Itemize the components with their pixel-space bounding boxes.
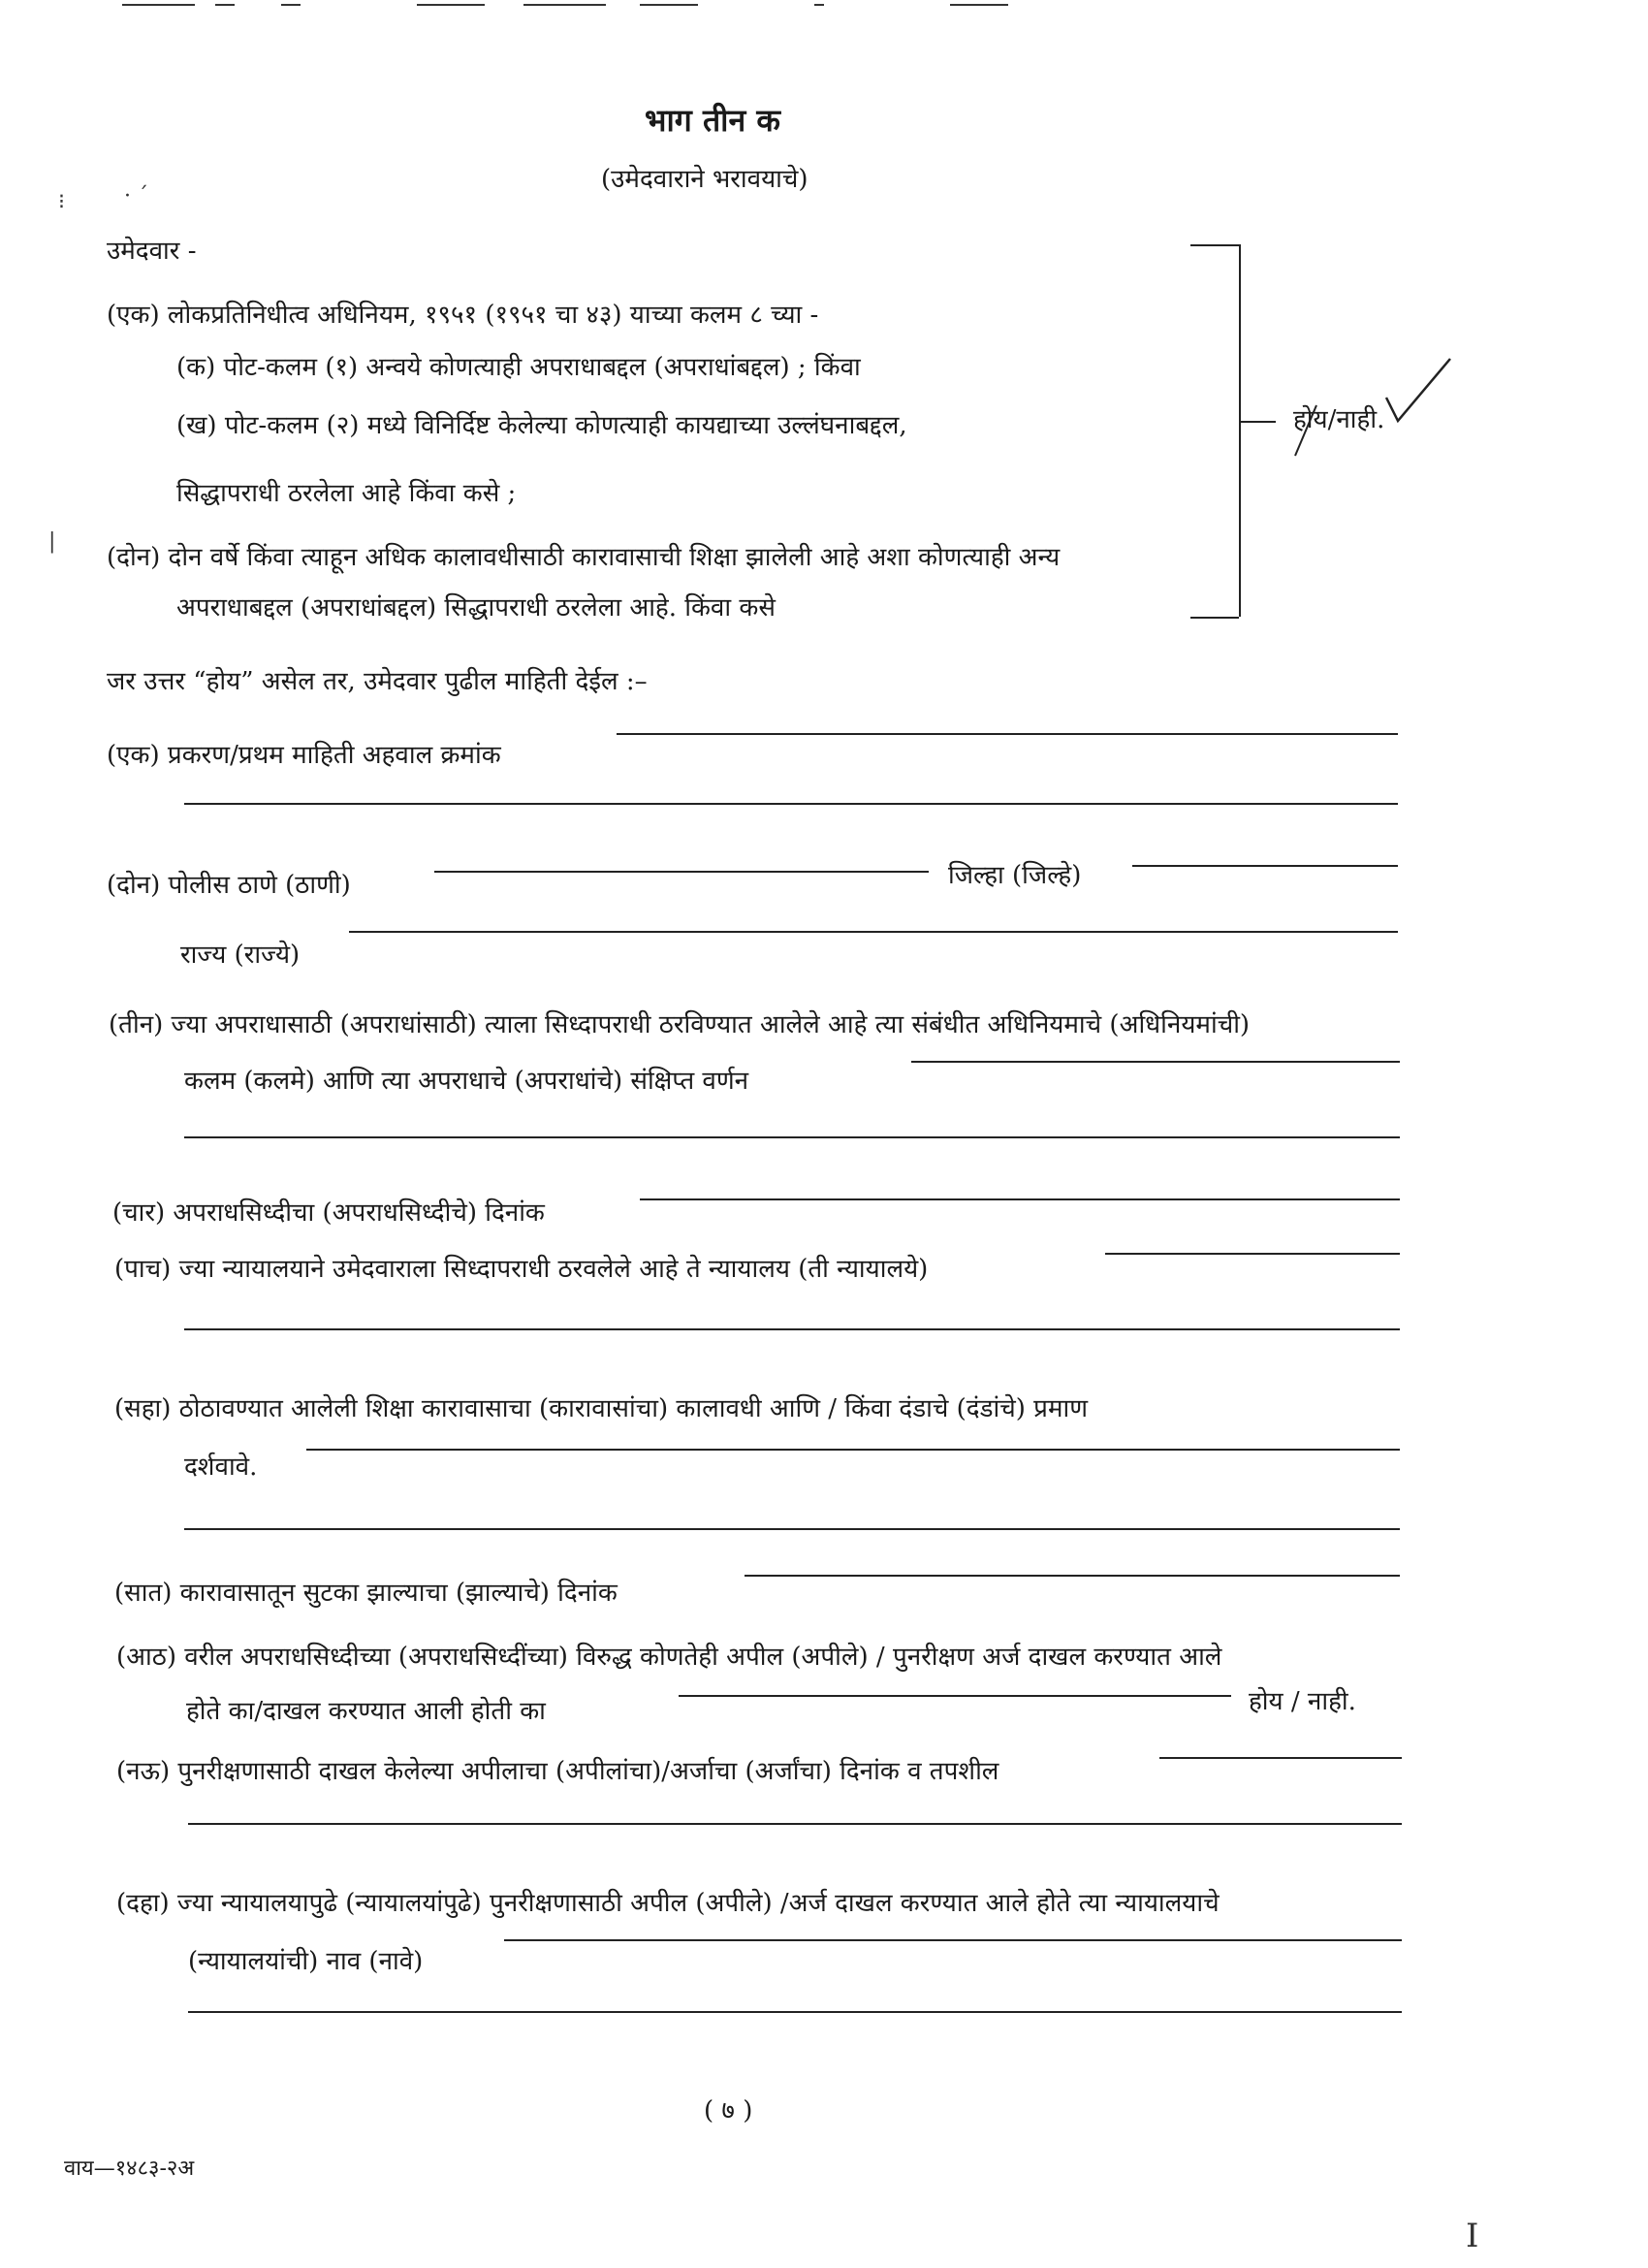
field-aath-label2: होते का/दाखल करण्यात आली होती का	[186, 1697, 546, 1726]
field-nau-line1	[1159, 1757, 1402, 1759]
bracket-top	[1190, 244, 1239, 246]
field-ek-line1	[617, 733, 1398, 735]
field-char-label: (चार) अपराधसिध्दीचा (अपराधसिध्दीचे) दिनांक	[112, 1198, 545, 1228]
field-nau-line2	[188, 1823, 1402, 1825]
page-number: ( ७ )	[704, 2096, 753, 2125]
check-mark-icon	[1260, 349, 1454, 465]
field-nau-label: (नऊ) पुनरीक्षणासाठी दाखल केलेल्या अपीलाचा (अपीलांचा)/अर्जाचा (अर्जांचा) दिनांक व तपशील	[116, 1757, 999, 1786]
field-saha-label2: दर्शवावे.	[184, 1453, 258, 1482]
field-aath-line	[679, 1695, 1231, 1697]
field-daha-label1: (दहा) ज्या न्यायालयापुढे (न्यायालयांपुढे) पुनरीक्षणासाठी अपील (अपीले) /अर्ज दाखल करण्यात आले होते त्या न्यायालयाचे	[116, 1889, 1220, 1918]
field-daha-line2	[188, 2011, 1402, 2013]
field-char-line	[640, 1198, 1400, 1200]
field-saha-label1: (सहा) ठोठावण्यात आलेली शिक्षा कारावासाचा (कारावासांचा) कालावधी आणि / किंवा दंडाचे (दंडांचे) प्रमाण	[114, 1394, 1089, 1423]
field-aath-answer: होय / नाही.	[1249, 1687, 1356, 1716]
field-teen-line2	[184, 1136, 1400, 1138]
candidate-label: उमेदवार -	[107, 237, 197, 266]
document-code: वाय—१४८३-२अ	[64, 2156, 195, 2181]
clause-don-line2: अपराधाबद्दल (अपराधांबद्दल) सिद्धापराधी ठरलेला आहे. किंवा कसे	[176, 593, 776, 623]
field-pach-line2	[184, 1328, 1400, 1330]
field-don-district-line	[1132, 865, 1398, 867]
field-teen-label2: कलम (कलमे) आणि त्या अपराधाचे (अपराधांचे) संक्षिप्त वर्णन	[184, 1067, 749, 1096]
bracket-side	[1239, 244, 1241, 617]
field-saha-line1	[306, 1449, 1400, 1451]
clause-ek: (एक) लोकप्रतिनिधीत्व अधिनियम, १९५१ (१९५१ चा ४३) याच्या कलम ८ च्या -	[107, 301, 819, 330]
field-pach-label: (पाच) ज्या न्यायालयाने उमेदवाराला सिध्दापराधी ठरवलेले आहे ते न्यायालय (ती न्यायालये)	[114, 1255, 929, 1284]
field-ek-line2	[184, 803, 1398, 805]
subclause-kha-cont: सिद्धापराधी ठरलेला आहे किंवा कसे ;	[176, 479, 517, 508]
field-ek-label: (एक) प्रकरण/प्रथम माहिती अहवाल क्रमांक	[107, 741, 501, 770]
clause-don-line1: (दोन) दोन वर्षे किंवा त्याहून अधिक कालावधीसाठी कारावासाची शिक्षा झालेली आहे अशा कोणत्याही अन्य	[107, 543, 1061, 572]
field-saha-line2	[184, 1528, 1400, 1530]
field-saat-label: (सात) कारावासातून सुटका झाल्याचा (झाल्याचे) दिनांक	[114, 1579, 618, 1608]
yes-no-answer: होय/नाही.	[1293, 405, 1385, 434]
field-aath-label1: (आठ) वरील अपराधसिध्दीच्या (अपराधसिध्दींच्या) विरुद्ध कोणतेही अपील (अपीले) / पुनरीक्षण अर्ज दाखल करण्यात आले	[116, 1643, 1222, 1672]
page-title: भाग तीन क	[645, 102, 780, 139]
instruction-intro: जर उत्तर “होय” असेल तर, उमेदवार पुढील माहिती देईल :–	[107, 667, 648, 696]
field-teen-label1: (तीन) ज्या अपराधासाठी (अपराधांसाठी) त्याला सिध्दापराधी ठरविण्यात आलेले आहे त्या संबंधीत अधिनियमाचे (अधिनियमांची)	[109, 1010, 1251, 1039]
field-daha-line1	[504, 1939, 1402, 1941]
bracket-bottom	[1190, 617, 1239, 619]
page-subtitle: (उमेदवाराने भरावयाचे)	[601, 165, 808, 194]
field-teen-line1	[911, 1061, 1400, 1063]
field-pach-line1	[1105, 1253, 1400, 1255]
field-saat-line	[745, 1575, 1400, 1577]
field-daha-label2: (न्यायालयांची) नाव (नावे)	[188, 1947, 424, 1976]
field-don-state-label: राज्य (राज्ये)	[180, 941, 301, 970]
field-don-police-line	[434, 871, 929, 873]
subclause-kha: (ख) पोट-कलम (२) मध्ये विनिर्दिष्ट केलेल्या कोणत्याही कायद्याच्या उल्लंघनाबद्दल,	[176, 411, 907, 440]
subclause-ka: (क) पोट-कलम (१) अन्वये कोणत्याही अपराधाबद्दल (अपराधांबद्दल) ; किंवा	[176, 353, 861, 382]
field-don-state-line	[349, 931, 1398, 933]
field-don-police-label: (दोन) पोलीस ठाणे (ठाणी)	[107, 871, 351, 900]
field-don-district-label: जिल्हा (जिल्हे)	[948, 861, 1082, 890]
